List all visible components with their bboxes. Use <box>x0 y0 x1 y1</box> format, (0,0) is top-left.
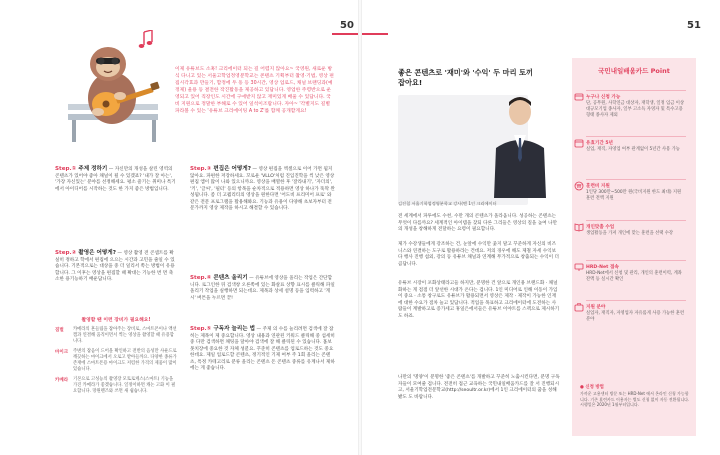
book-icon <box>574 222 584 232</box>
monitor-icon <box>574 262 584 272</box>
step-4: Step.④ 콘텐츠 올리기 — 유튜브에 영상을 올리는 작업은 간단합니다. 로그인한 뒤 검색창 오른쪽에 있는 화살표 상향 표시를 클릭해 파일 올리기 작업을 실행하면 되는데요. 제목과 상세 설명 등을 입력하고 '게시' 버튼을 누르면 끝! <box>190 275 335 301</box>
briefcase-icon <box>574 302 584 312</box>
step-5-body: 주제 의 수를 늘리려면 검색에 잘 잡히는 제목이 제 중요합니다. 영상 내용과 연관된 키워드 클릭해 중 섬세히 중 다만 검색하면 채팅을 달아야 검색에 잘 해 클릭된 수 있습니다. 홈보 못치장에 중요한 것 자체 성뷴요. 꾸준히 콘텐츠를 업로드하는 것도 중요한데요. 제일 업로드할 콘텐츠, 정기적인 기제 여부 주 1회 올리는 콘텐츠, 특정 카테고리로 분류 올리는 콘텐츠 돈 콘텐츠 중류를 유계나서 제하에는 게 좋습니다. <box>190 327 335 371</box>
tip-value: 기본으로 고성능의 촬영장 모토로케스(스마트) 기능을 가진 카메라가 좋겠습니다. 일정이하면 캐논 고화 이 필요합니다. 망원렌즈와 쓰면 새 쉽습니다. <box>73 377 176 394</box>
tip-key: 짐벌 <box>55 328 64 333</box>
step-5-title: 구독자 늘리는 법 <box>213 326 256 332</box>
coin-icon <box>574 181 584 191</box>
tip-key: 마이크 <box>55 350 69 355</box>
step-3: Step.③ 편집은 어떻게? — 영상 편집을 엑셀으로 이어 가면 됩지 않아요. 파편한 저장하세요. 꼬로운 'VLLO'처럼 진입진학을 씩 낮은 영상편집 앱이 많이 나와 있으니까요. 영상을 배열한 후 '잘라내기', '자더의', '키', '글씨', '필터' 등의 항목을 순차적으로 적용하면 영상 하나가 뚝딱 완성됩니다. 좀 더 고퀄리티의 영상을 원한다면 '어도비 프리미어 프로' 와 같은 전문 프로그램을 활용해봐요. 기능과 유용이 다양해 초보자부터 전문가까지 영상 제작을 하시고 해결할 수 있습니다. <box>190 166 335 211</box>
step-2: Step.② 촬영은 어떻게? — 영상 촬영 전 콘셉트를 확실히 정하고 학에서 편집에 으으는 시간과 고민을 줄일 수 있습니다. 기본적으로는 대상을 중 더 일리서 쪽는 방법이 유용합니다. 그 이후는 영상을 편집할 때 확대는 기능한 번 면 축소한 용기능하기 배운답니다. <box>55 250 175 282</box>
step-4-body: 유튜브에 영상을 올리는 작업은 간단합니다. 로그인한 뒤 검색창 오른쪽에 있는 화살표 상향 표시를 클릭해 파일 올리기 작업을 실행하면 되는데요. 제목과 상세 설명 등을 입력하고 '게시' 버튼을 누르면 끝! <box>190 276 335 301</box>
body-paragraph-4: 나만의 '명양'이 분명한 '좋은 콘텐츠'를 개발하고 꾸준히 노출시킨다면, 분명 구독자들이 모여줄 겁니다. 전전히 접근 교육하는 국민내일배움카드를 잘 서 진행되시고, 서울기학업전문학교(http://seoultr.or.kr)에서 1인 크리에이터의 꿈을 성해봤도 도 바랍니다. <box>398 375 560 400</box>
step-1-body: 자신만의 개성을 살린 영역의 콘텐츠가 있어야 좋아 채널이 될 수 있겠죠? '내가 잘 아는', '가장 자신있는' 분야를 선정해세요. 평소 즐기는 취미나 특기에서 아이디어를 시작하는 것도 한 가지 좋은 방법입니다. <box>55 167 176 192</box>
sidebar-item: 개인맞춤 수업 생업활동을 가져 개인에 맞는 훈련을 선택 수강 <box>586 220 686 237</box>
page-number-right: 51 <box>687 20 701 31</box>
step-1-label: Step.① <box>55 166 77 172</box>
step-5: Step.⑤ 구독자 늘리는 법 — 주제 의 수를 늘리려면 검색에 잘 잡히는 제목이 제 중요합니다. 영상 내용과 연관된 키워드 클릭해 중 섬세히 중 다만 검색하면 채팅을 달아야 검색에 잘 해 클릭된 수 있습니다. 홈보 못치장에 중요한 것 자체 성뷴요. 꾸준히 콘텐츠를 업로드하는 것도 중요한데요. 제일 업로드할 콘텐츠, 정기적인 기제 여부 주 1회 올리는 콘텐츠, 특정 카테고리로 분류 올리는 콘텐츠 돈 콘텐츠 중류를 유계나서 제하에는 게 좋습니다. <box>190 326 335 371</box>
tip-row <box>55 349 177 373</box>
sidebar-item: HRD-Net 접속 HRD-Net에서 신청 및 관리, 개인의 훈련이력, 계좌잔액 등 실시간 확인 <box>586 260 686 283</box>
sidebar-item: 지원 분야 실업자, 재직자, 자영업자 자유롭게 사용 가능한 훈련 분야 <box>586 300 686 323</box>
spread-gutter <box>358 0 362 455</box>
step-4-label: Step.④ <box>190 275 212 281</box>
right-page-title: 좋은 콘텐츠로 '재미'와 '수익' 두 마리 토끼 잡아요! <box>398 68 533 87</box>
step-3-title: 편집은 어떻게? <box>213 166 251 172</box>
svg-text:₩: ₩ <box>576 184 582 190</box>
page-number-bar-right <box>362 33 388 35</box>
calendar-icon <box>574 138 584 148</box>
tip-key: 카메라 <box>55 378 69 383</box>
sidebar-item: 유효기간 5년 실업, 재직, 자영업 여부 관계없이 5년간 사용 가능 <box>586 136 686 153</box>
tip-row <box>55 327 177 345</box>
step-5-label: Step.⑤ <box>190 326 212 332</box>
tips-heading: 촬영할 땐 이런 장비가 필요해요! <box>81 318 151 323</box>
tip-row <box>55 377 177 395</box>
step-1-title: 주제 정하기 <box>78 166 108 172</box>
step-2-body: 영상 촬영 전 콘셉트를 확실히 정하고 학에서 편집에 으으는 시간과 고민을 줄일 수 있습니다. 기본적으로는 대상을 중 더 일리서 쪽는 방법이 유용합니다. 그 이후는 영상을 편집할 때 확대는 기능한 번 면 축소한 용기능하기 배운답니다. <box>55 251 175 282</box>
sidebar-note <box>580 384 690 408</box>
step-1: Step.① 주제 정하기 — 자신만의 개성을 살린 영역의 콘텐츠가 있어야 좋아 채널이 될 수 있겠죠? '내가 잘 아는', '가장 자신있는' 분야를 선정해세요. 평소 즐기는 취미나 특기에서 아이디어를 시작하는 것도 한 가지 좋은 방법입니다. <box>55 166 176 192</box>
photo-caption: 김진철 서울기학업정영분학교 강사(맨 1인 크리에이터 <box>398 201 497 206</box>
sloth-guitar-illustration <box>60 36 170 146</box>
tip-value: 카메라의 흔들림을 잡아주는 장비로, 스마트폰이나 액션캠과 연결해 움직이면서 찍는 영상을 촬영할 때 유용합니다. <box>73 327 177 344</box>
music-note-icon <box>138 30 154 48</box>
body-paragraph-2: 제가 수강생들에게 강조하는 건, 눈앞에 수익만 좇지 말고 꾸준하게 자신의 비즈니스와 연결하는 도구로 활용하라는 건데요. 저의 경우에 해도 제철 자세 수익보다 행사 진행 섭외, 강의 등 유튜브 채널과 연계해 무가적으로 창출되는 수익이 더 큽답니다. <box>398 242 559 267</box>
sidebar-note-text: 가까운 고용센터 방문 또는 HRD-Net 에서 온라인 신청 가능합니다. 기존 훈련카드 이용자는 별도 신청 없이 자동 전환됩니다. 시행일은 2020년 1월부터입니다. <box>580 391 690 408</box>
sidebar-item: 누구나 신청 가능 단, 공무원, 사학연금 대상자, 재학생, 일정 임금 이상 대규모기업 종사자, 일부 고소득 자영자 및 특수고용형태 종사자 제외 <box>586 90 686 119</box>
step-4-title: 콘텐츠 올리기 <box>213 275 248 281</box>
equipment-tips <box>55 316 177 436</box>
step-3-label: Step.③ <box>190 166 212 172</box>
sidebar-note-key: ● 신청 방법 <box>580 385 604 390</box>
step-3-body: 영상 편집을 엑셀으로 이어 가면 됩지 않아요. 파편한 저장하세요. 꼬로운 'VLLO'처럼 진입진학을 씩 낮은 영상편집 앱이 많이 나와 있으니까요. 영상을 배열한 후 '잘라내기', '자더의', '키', '글씨', '필터' 등의 항목을 순차적으로 적용하면 영상 하나가 뚝딱 완성됩니다. 좀 더 고퀄리티의 영상을 원한다면 '어도비 프리미어 프로' 와 같은 전문 프로그램을 활용해봐요. 기능과 유용이 다양해 초보자부터 전문가까지 영상 제작을 하시고 해결할 수 있습니다. <box>190 167 335 211</box>
person-photo <box>490 88 550 198</box>
sidebar-title: 국민내일배움카드 Point <box>598 67 670 75</box>
page-number-bar-left <box>332 33 358 35</box>
body-paragraph-3: 유튜브 시장이 포화상태라고들 하지만, 분명한 건 앞으로 개인용 브랜드화 · 채널화하는 게 점점 더 앞선한 시대가 온다는 겁니다. 1인 미디어로 인해 이동이 가입이 중요 · 소통 창구로도 유튜브가 활용되면서 영상은 제작 · 제작이 가능한 인재에 대한 수요가 점차 늘고 있답니다. 적업을 목표하고 크리에이터에 도전하는 사람들이 계발하고로 증가세고 휴일은에서들은 유튜브 이야트를 스펙으로 제시하기도 하죠. <box>398 281 560 319</box>
step-2-title: 촬영은 어떻게? <box>78 250 116 256</box>
tip-value: 주변의 잡음이 드어올 확인하고 전반의 음성만 사운드로 깨끗하는 마이크에서 오로고 받아들까요. 다양한 종류가 존재에 스마트폰용 마이크도 저렴한 가격의 제품이 많이 있습니다. <box>73 349 177 372</box>
card-icon <box>574 92 584 102</box>
intro-quote: 이제 유튜브도 소혹! 크리에이터 되는 길 어렵지 않아요~ 국영원, 새로운 방식 다니고 있는 서울고학업정영분학교는 콘텐츠 기획부터 촬영·기법, 영상 편집시각효과 만들기, 합정에 두 동 등 30시간, 영상 업로드, 채널 브랜딩과(예정제) 울용 등 결전한 작진활동을 제공하고 있답니다. 영업한 주령반으로 운영되고 있어 직장인도 시간에 구애받지 않고 재미있게 배울 수 있답니다. 국비 지원으로 정말한 부해로 수 있어 일석이조랍니다. 자아~ '각별지도 길별 파라볼 수 있는 '유튜브 크리에이팅 A to Z'를 함께 공개할게요! <box>175 67 334 114</box>
step-2-label: Step.② <box>55 250 77 256</box>
sidebar-item: 훈련비 지원 1인당 300만~500만 원(국비지원 한도 최대) 지원 훈련 전액 지원 <box>586 179 686 202</box>
sidebar-header <box>572 58 696 84</box>
body-paragraph-1: 전 세계에서 파투에도 수천, 수만 개의 콘텐츠가 올라옵니다. 성공하는 콘텐츠는 무엇이 다를까요? 세계적인 아이템을 찾되 다른 그리들은 영상의 질을 높여 나만의 개성을 창해하게 전달하는 요령이 필요합니다. <box>398 214 558 232</box>
page-number-left: 50 <box>340 20 354 31</box>
